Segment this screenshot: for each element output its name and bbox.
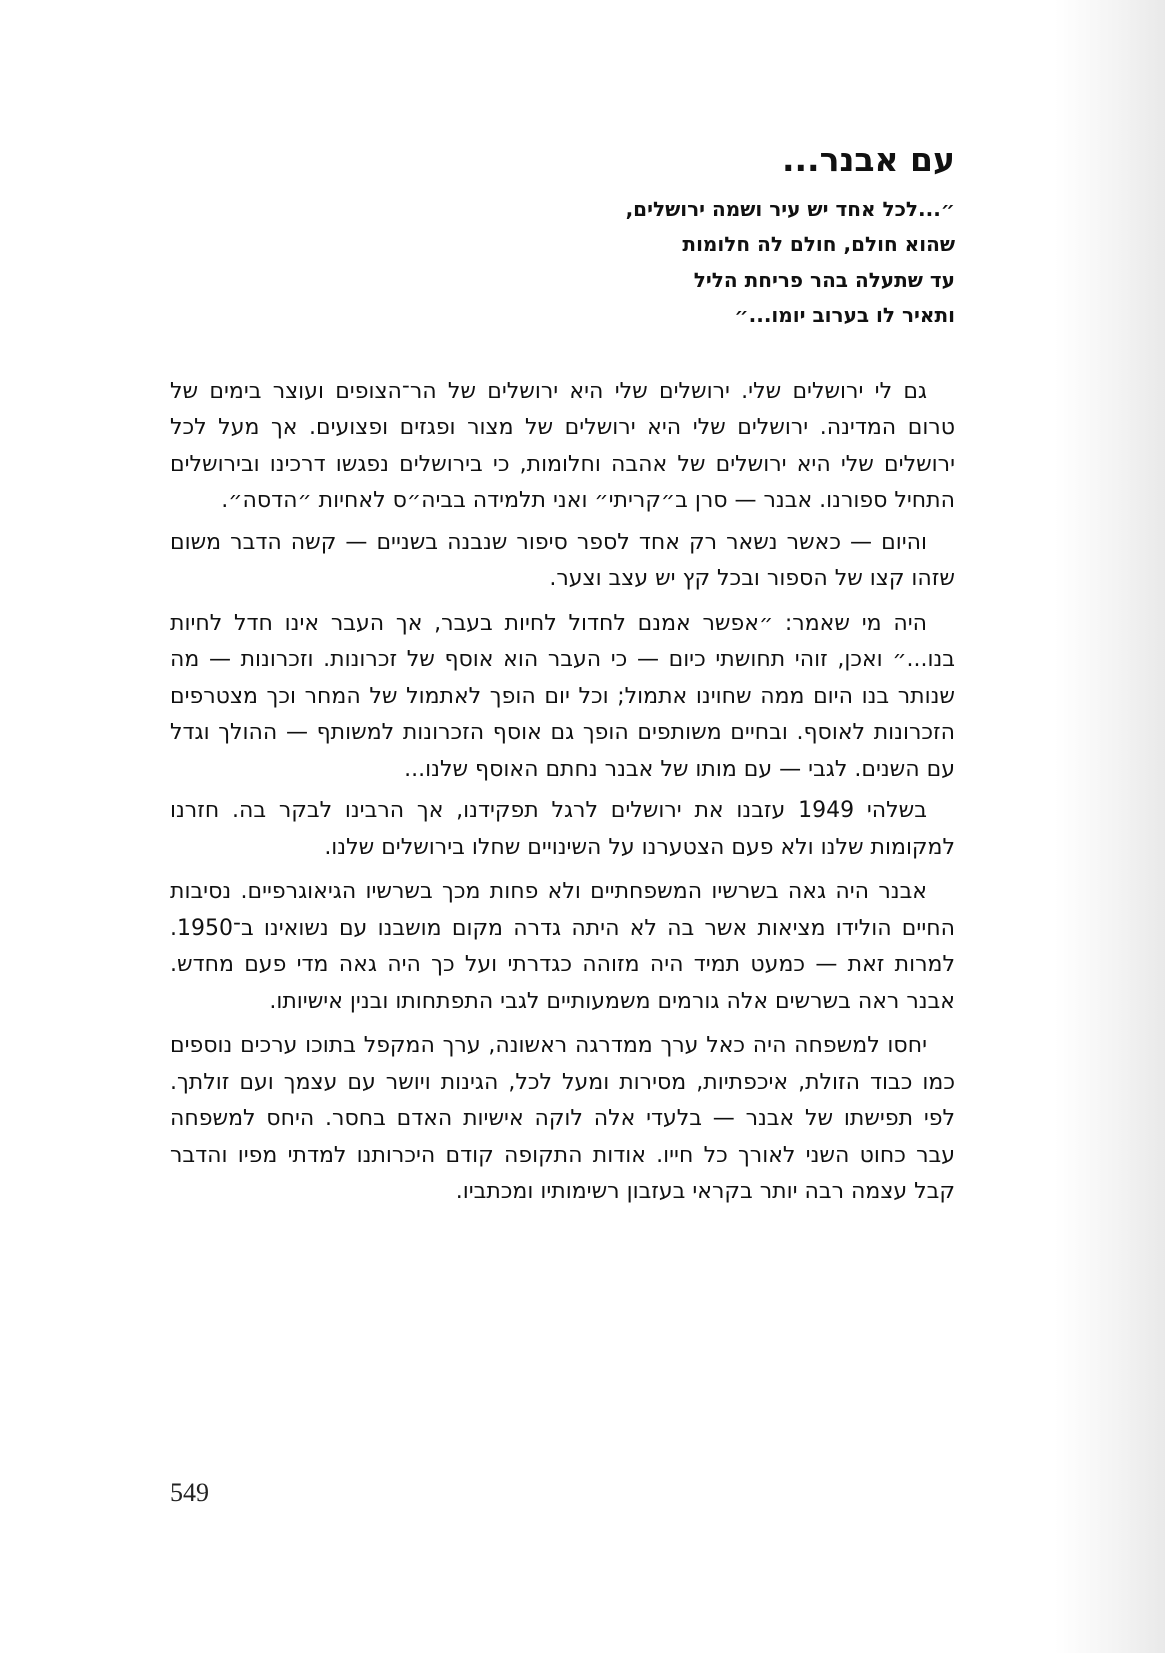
paragraph: היה מי שאמר: ״אפשר אמנם לחדול לחיות בעבר, אך העבר אינו חדל לחיות בנו...״ ואכן, זוהי תחושתי כיום — כי העבר הוא אוסף של זכרונות. וזכרונות — מה שנותר בנו היום ממה שחוינו אתמול; וכל יום הופך לאתמול של המחר וכך מצטרפים הזכרונות לאוסף. ובחיים משותפים הופך גם אוסף הזכרונות למשותף — ההולך וגדל עם השנים. לגבי — עם מותו של אבנר נחתם האוסף שלנו...	[170, 610, 955, 782]
paragraph: יחסו למשפחה היה כאל ערך ממדרגה ראשונה, ערך המקפל בתוכו ערכים נוספים כמו כבוד הזולת, איכפתיות, מסירות ומעל לכל, הגינות ויושר עם עצמך ועם זולתך. לפי תפישתו של אבנר — בלעדי אלה לוקה אישיות האדם בחסר. היחס למשפחה עבר כחוט השני לאורך כל חייו. אודות התקופה קודם היכרותנו למדתי מפיו והדבר קבל עצמה רבה יותר בקראי בעזבון רשימותיו ומכתביו.	[170, 1033, 955, 1205]
poem-epigraph	[170, 192, 955, 334]
poem-line: עד שתעלה בהר פריחת הליל	[693, 267, 955, 292]
paragraph: והיום — כאשר נשאר רק אחד לספר סיפור שנבנה בשניים — קשה הדבר משום שזהו קצו של הספור ובכל קץ יש עצב וצער.	[170, 529, 955, 592]
chapter-title: עם אבנר...	[781, 140, 955, 179]
page-number: 549	[170, 1478, 209, 1507]
poem-line: שהוא חולם, חולם לה חלומות	[682, 232, 955, 257]
page-edge-shadow	[1055, 0, 1165, 1653]
paragraph: גם לי ירושלים שלי. ירושלים שלי היא ירושלים של הר־הצופים ועוצר בימים של טרום המדינה. ירושלים שלי היא ירושלים של מצור ופגזים ופצועים. אך מעל לכל ירושלים שלי היא ירושלים של אהבה וחלומות, כי בירושלים נפגשו דרכינו ובירושלים התחיל ספורנו. אבנר — סרן ב״קריתי״ ואני תלמידה בביה״ס לאחיות ״הדסה״.	[170, 378, 955, 514]
poem-line: ותאיר לו בערוב יומו...״	[734, 303, 955, 328]
paragraph: בשלהי 1949 עזבנו את ירושלים לרגל תפקידנו, אך הרבינו לבקר בה. חזרנו למקומות שלנו ולא פעם הצטערנו על השינויים שחלו בירושלים שלנו.	[170, 798, 955, 860]
paragraph: אבנר היה גאה בשרשיו המשפחתיים ולא פחות מכך בשרשיו הגיאוגרפיים. נסיבות החיים הולידו מציאות אשר בה לא היתה גדרה מקום מושבנו עם נשואינו ב־1950. למרות זאת — כמעט תמיד היה מזוהה כגדרתי ועל כך היה גאה מדי פעם מחדש. אבנר ראה בשרשים אלה גורמים משמעותיים לגבי התפתחותו ובנין אישיותו.	[170, 879, 955, 1014]
page-content	[170, 140, 955, 1219]
poem-line: ״...לכל אחד יש עיר ושמה ירושלים,	[625, 196, 955, 221]
